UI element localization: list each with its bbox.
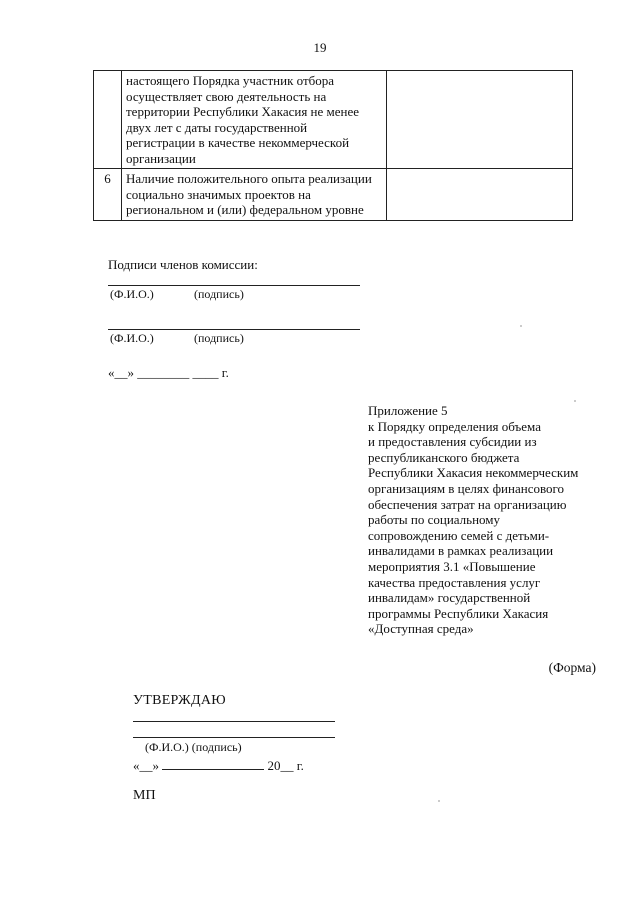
appendix-line: Республики Хакасия некоммерческим xyxy=(368,465,579,481)
signature-caption xyxy=(110,287,244,302)
appendix-line: к Порядку определения объема xyxy=(368,418,541,434)
score-cell xyxy=(387,169,573,221)
criteria-table xyxy=(93,70,573,221)
scan-speck xyxy=(438,800,440,802)
approve-date-blank xyxy=(162,758,264,770)
signature-caption xyxy=(110,331,244,346)
signature-line xyxy=(108,285,360,286)
appendix-line: инвалидами в рамках реализации xyxy=(368,543,554,559)
fio-label: (Ф.И.О.) xyxy=(110,331,154,345)
approve-date-year: 20__ г. xyxy=(267,758,304,773)
criterion-line: социально значимых проектов на xyxy=(126,186,311,202)
appendix-line: работы по социальному xyxy=(368,512,501,528)
approve-line xyxy=(133,737,335,738)
appendix-line: «Доступная среда» xyxy=(368,621,474,637)
scan-speck xyxy=(574,400,576,402)
approve-caption: (Ф.И.О.) (подпись) xyxy=(145,740,242,754)
appendix-line: мероприятия 3.1 «Повышение xyxy=(368,558,536,574)
criterion-line: регистрации в качестве некоммерческой xyxy=(126,135,350,150)
appendix-line: инвалидам» государственной xyxy=(368,590,531,606)
appendix-line: программы Республики Хакасия xyxy=(368,605,549,621)
table-row xyxy=(94,169,573,221)
criterion-line: организации xyxy=(126,150,196,166)
row-number: 6 xyxy=(94,169,122,221)
criterion-line: настоящего Порядка участник отбора xyxy=(126,73,335,88)
appendix-line: сопровождению семей с детьми- xyxy=(368,527,550,543)
appendix-line: организациям в целях финансового xyxy=(368,480,565,496)
page-number: 19 xyxy=(313,40,327,55)
score-cell xyxy=(387,71,573,169)
signature-line xyxy=(108,329,360,330)
appendix-line: республиканского бюджета xyxy=(368,449,520,465)
criterion-line: Наличие положительного опыта реализации xyxy=(126,171,372,186)
criterion-line: двух лет с даты государственной xyxy=(126,119,308,135)
appendix-line: качества предоставления услуг xyxy=(368,574,541,590)
stamp-place: МП xyxy=(133,788,156,803)
table-row xyxy=(94,71,573,169)
signatures-title: Подписи членов комиссии: xyxy=(108,257,258,272)
criterion-line: осуществляет свою деятельность на xyxy=(126,88,327,104)
appendix-line: обеспечения затрат на организацию xyxy=(368,496,567,512)
criterion-description xyxy=(122,71,387,169)
row-number xyxy=(94,71,122,169)
appendix-line: Приложение 5 xyxy=(368,403,448,418)
criterion-description xyxy=(122,169,387,221)
criterion-line: территории Республики Хакасия не менее xyxy=(126,104,360,119)
approve-line xyxy=(133,721,335,722)
criterion-line: региональном и (или) федеральном уровне xyxy=(126,202,364,217)
sign-label: (подпись) xyxy=(194,287,244,301)
fio-label: (Ф.И.О.) xyxy=(110,287,154,301)
appendix-header xyxy=(368,403,608,637)
approve-title: УТВЕРЖДАЮ xyxy=(133,693,226,708)
scan-speck xyxy=(520,325,522,327)
sign-label: (подпись) xyxy=(194,331,244,345)
appendix-line: и предоставления субсидии из xyxy=(368,434,537,450)
form-label: (Форма) xyxy=(548,660,596,675)
approve-date-day: «__» xyxy=(133,758,159,773)
signature-date: «__» ________ ____ г. xyxy=(108,365,229,380)
approve-date xyxy=(133,758,304,774)
